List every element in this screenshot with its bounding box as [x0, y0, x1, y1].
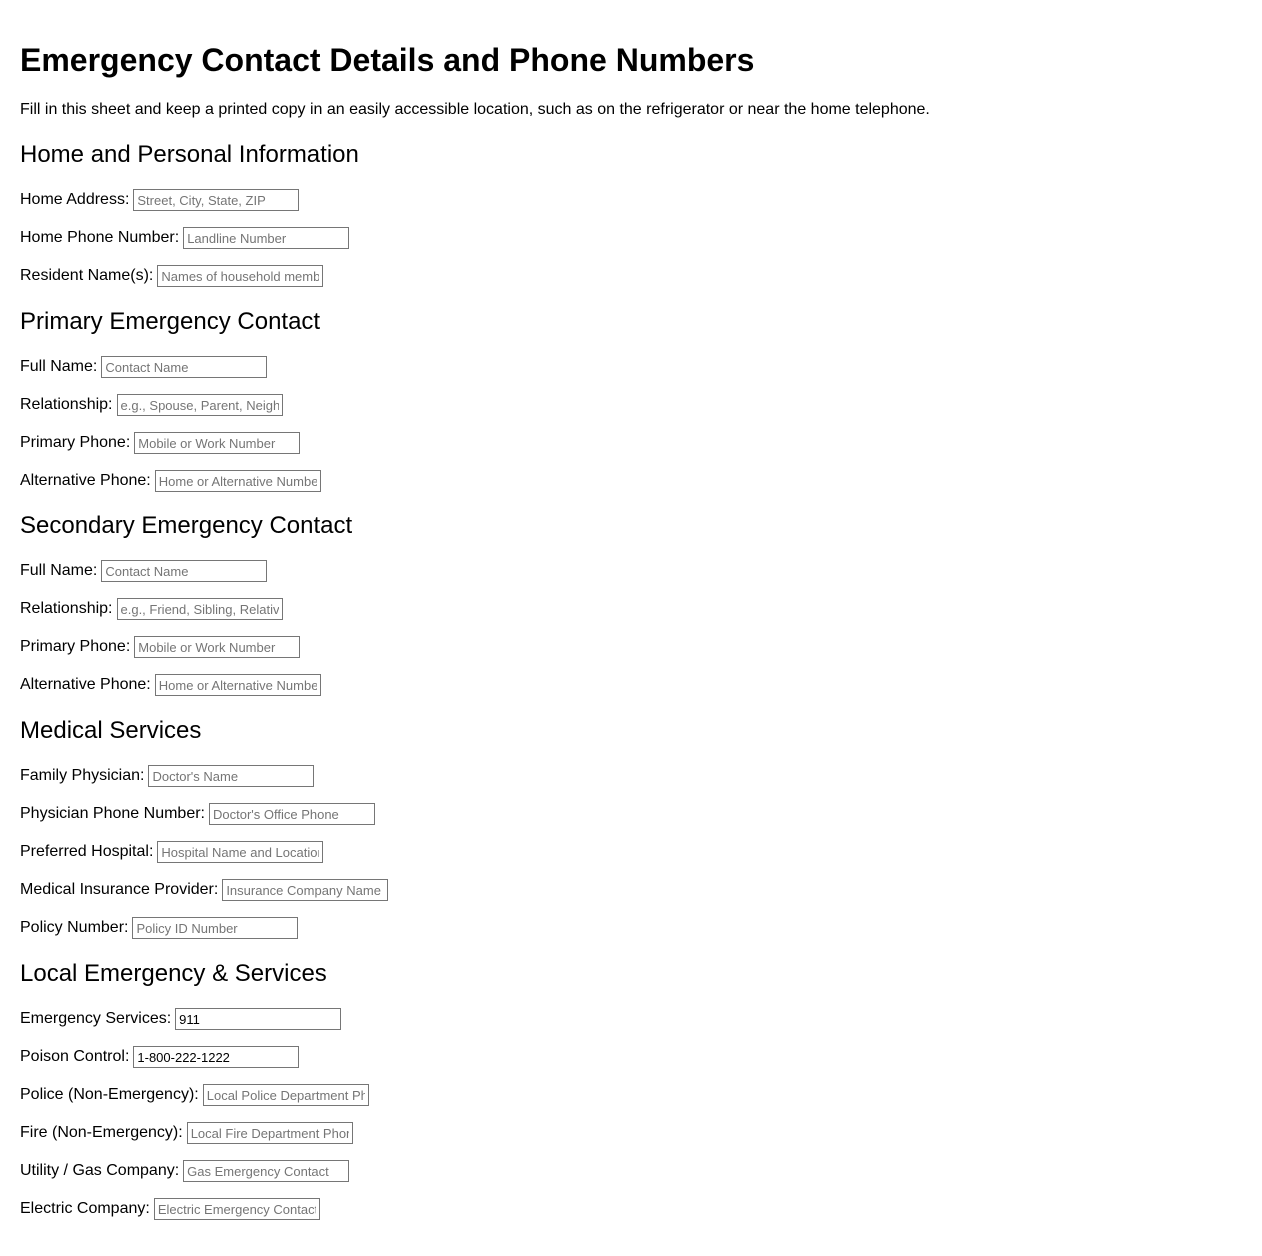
- section-heading-primary-contact: Primary Emergency Contact: [20, 308, 321, 335]
- field-secondary-alt-phone: [20, 674, 321, 696]
- electric-company-input[interactable]: [154, 1198, 320, 1220]
- field-home-phone: [20, 227, 349, 249]
- section-heading-medical: Medical Services: [20, 717, 202, 744]
- field-label: Alternative Phone:: [20, 472, 151, 489]
- field-label: Full Name:: [20, 562, 98, 579]
- field-primary-full-name: [20, 356, 267, 378]
- field-secondary-phone: [20, 636, 300, 658]
- field-policy-number: [20, 917, 298, 939]
- intro-text: Fill in this sheet and keep a printed copy in an easily accessible location, such as on the refrigerator or near the home telephone.: [20, 101, 930, 118]
- field-label: Physician Phone Number:: [20, 805, 205, 822]
- field-label: Home Phone Number:: [20, 229, 180, 246]
- field-electric-company: [20, 1198, 320, 1220]
- secondary-full-name-input[interactable]: [101, 560, 267, 582]
- field-label: Electric Company:: [20, 1200, 150, 1217]
- field-label: Primary Phone:: [20, 434, 131, 451]
- field-emergency-services: [20, 1008, 341, 1030]
- section-heading-home: Home and Personal Information: [20, 141, 359, 168]
- secondary-relationship-input[interactable]: [117, 598, 283, 620]
- home-phone-input[interactable]: [183, 227, 349, 249]
- family-physician-input[interactable]: [148, 765, 314, 787]
- field-primary-phone: [20, 432, 300, 454]
- field-home-address: [20, 189, 299, 211]
- primary-relationship-input[interactable]: [117, 394, 283, 416]
- resident-names-input[interactable]: [157, 265, 323, 287]
- secondary-phone-input[interactable]: [134, 636, 300, 658]
- field-label: Preferred Hospital:: [20, 843, 154, 860]
- field-police-non-emergency: [20, 1084, 369, 1106]
- field-poison-control: [20, 1046, 299, 1068]
- field-preferred-hospital: [20, 841, 323, 863]
- field-label: Full Name:: [20, 358, 98, 375]
- section-heading-local-services: Local Emergency & Services: [20, 960, 327, 987]
- home-address-input[interactable]: [133, 189, 299, 211]
- field-label: Policy Number:: [20, 919, 129, 936]
- field-physician-phone: [20, 803, 375, 825]
- field-label: Resident Name(s):: [20, 267, 154, 284]
- field-family-physician: [20, 765, 314, 787]
- field-label: Relationship:: [20, 600, 113, 617]
- insurance-provider-input[interactable]: [222, 879, 388, 901]
- field-insurance-provider: [20, 879, 388, 901]
- field-primary-alt-phone: [20, 470, 321, 492]
- field-label: Utility / Gas Company:: [20, 1162, 180, 1179]
- gas-company-input[interactable]: [183, 1160, 349, 1182]
- field-primary-relationship: [20, 394, 283, 416]
- fire-non-emergency-input[interactable]: [187, 1122, 353, 1144]
- field-label: Fire (Non-Emergency):: [20, 1124, 183, 1141]
- field-label: Police (Non-Emergency):: [20, 1086, 199, 1103]
- field-label: Medical Insurance Provider:: [20, 881, 219, 898]
- emergency-services-input[interactable]: [175, 1008, 341, 1030]
- secondary-alt-phone-input[interactable]: [155, 674, 321, 696]
- primary-full-name-input[interactable]: [101, 356, 267, 378]
- field-label: Home Address:: [20, 191, 130, 208]
- page-title: Emergency Contact Details and Phone Numbers: [20, 42, 755, 78]
- primary-alt-phone-input[interactable]: [155, 470, 321, 492]
- field-label: Family Physician:: [20, 767, 145, 784]
- preferred-hospital-input[interactable]: [157, 841, 323, 863]
- section-heading-secondary-contact: Secondary Emergency Contact: [20, 512, 353, 539]
- field-fire-non-emergency: [20, 1122, 353, 1144]
- poison-control-input[interactable]: [133, 1046, 299, 1068]
- field-label: Poison Control:: [20, 1048, 130, 1065]
- field-label: Alternative Phone:: [20, 676, 151, 693]
- physician-phone-input[interactable]: [209, 803, 375, 825]
- police-non-emergency-input[interactable]: [203, 1084, 369, 1106]
- field-resident-names: [20, 265, 323, 287]
- field-label: Relationship:: [20, 396, 113, 413]
- field-label: Emergency Services:: [20, 1010, 172, 1027]
- field-secondary-relationship: [20, 598, 283, 620]
- field-secondary-full-name: [20, 560, 267, 582]
- policy-number-input[interactable]: [132, 917, 298, 939]
- field-label: Primary Phone:: [20, 638, 131, 655]
- primary-phone-input[interactable]: [134, 432, 300, 454]
- field-gas-company: [20, 1160, 349, 1182]
